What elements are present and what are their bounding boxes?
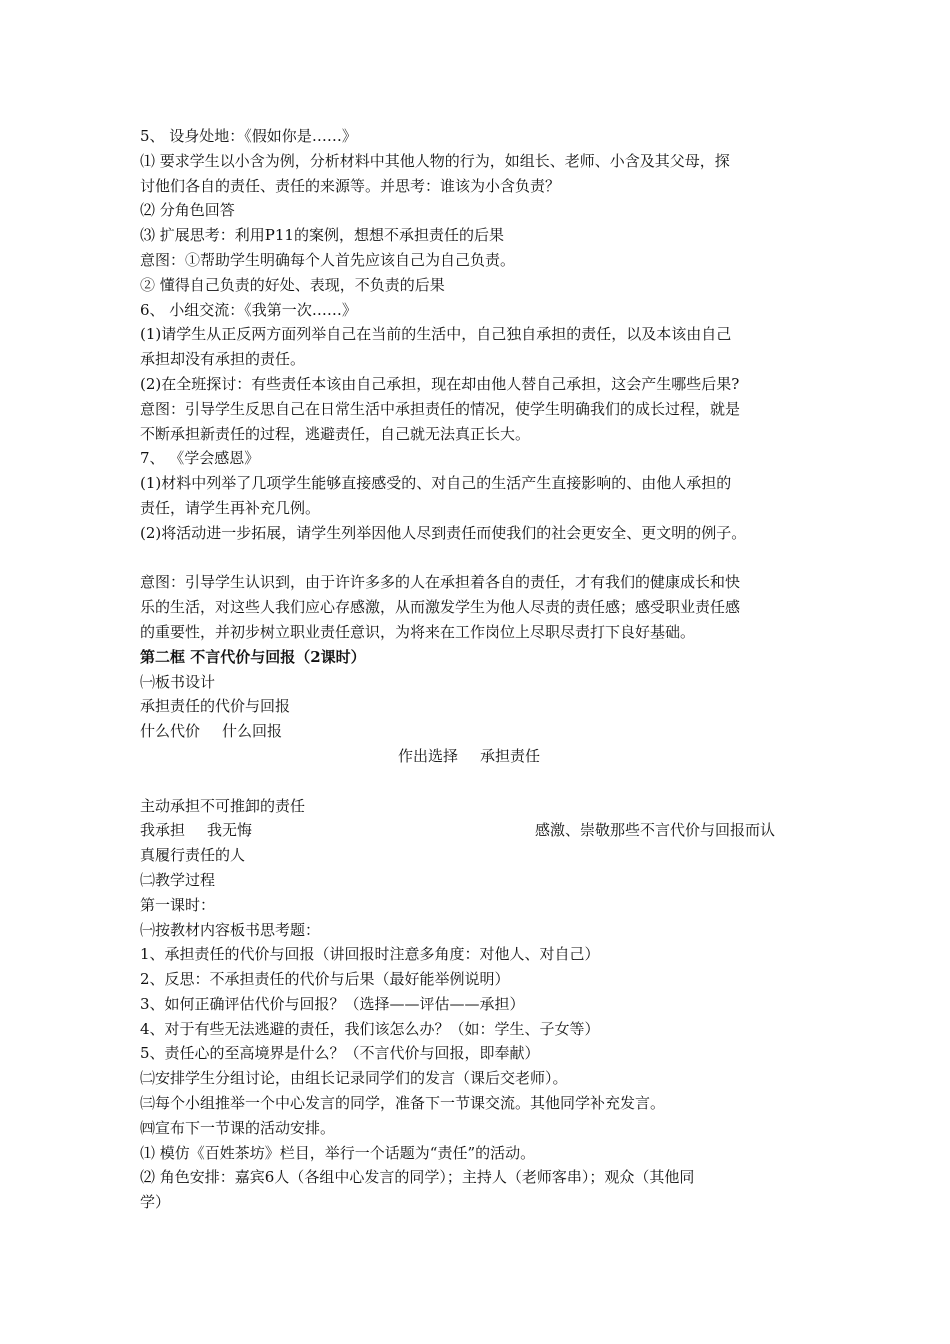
document-page bbox=[140, 124, 820, 1215]
paragraph-line: (2)将活动进一步拓展，请学生列举因他人尽到责任而使我们的社会更安全、更文明的例子。 bbox=[140, 523, 747, 542]
paragraph-line: 意图：引导学生认识到，由于许许多多的人在承担着各自的责任，才有我们的健康成长和快 bbox=[140, 573, 741, 592]
paragraph-line: 不断承担新责任的过程，逃避责任，自己就无法真正长大。 bbox=[140, 424, 531, 443]
section-heading-5: 5、 设身处地：《假如你是……》 bbox=[140, 127, 357, 145]
paragraph-line: ⑴ 模仿《百姓茶坊》栏目，举行一个话题为“责任”的活动。 bbox=[140, 1143, 536, 1162]
board-row: 主动承担不可推卸的责任 bbox=[140, 796, 306, 815]
board-item: 什么回报 bbox=[222, 722, 283, 741]
paragraph-line: (1)请学生从正反两方面列举自己在当前的生活中，自己独自承担的责任，以及本该由自己 bbox=[140, 325, 732, 344]
list-item: 2、反思：不承担责任的代价与后果（最好能举例说明） bbox=[140, 970, 510, 989]
paragraph-line: ② 懂得自己负责的好处、表现，不负责的后果 bbox=[140, 275, 445, 294]
paragraph-line: ㈠按教材内容板书思考题： bbox=[140, 920, 321, 939]
board-item: 作出选择 bbox=[398, 746, 459, 765]
subsection-title: 第二框 不言代价与回报（2课时） bbox=[140, 647, 366, 666]
paragraph-line: ⑵ 分角色回答 bbox=[140, 201, 235, 220]
board-row bbox=[140, 818, 820, 843]
paragraph-line: 意图：引导学生反思自己在日常生活中承担责任的情况，使学生明确我们的成长过程，就是 bbox=[140, 399, 741, 418]
paragraph-line: 乐的生活，对这些人我们应心存感激，从而激发学生为他人尽责的责任感；感受职业责任感 bbox=[140, 598, 741, 617]
section-heading-7: 7、 《学会感恩》 bbox=[140, 449, 260, 468]
paragraph-line: ㈣宣布下一节课的活动安排。 bbox=[140, 1118, 336, 1137]
paragraph-line: 意图：①帮助学生明确每个人首先应该自己为自己负责。 bbox=[140, 250, 516, 269]
paragraph-line: ⑴ 要求学生以小含为例，分析材料中其他人物的行为，如组长、老师、小含及其父母，探 bbox=[140, 151, 730, 170]
paragraph-line: ㈡安排学生分组讨论，由组长记录同学们的发言（课后交老师）。 bbox=[140, 1069, 568, 1088]
paragraph-line: (1)材料中列举了几项学生能够直接感受的、对自己的生活产生直接影响的、由他人承担的 bbox=[140, 474, 732, 493]
paragraph-line: 的重要性，并初步树立职业责任意识，为将来在工作岗位上尽职尽责打下良好基础。 bbox=[140, 622, 696, 641]
blank-line bbox=[140, 769, 820, 794]
blank-line bbox=[140, 546, 820, 571]
list-item: 1、承担责任的代价与回报（讲回报时注意多角度：对他人、对自己） bbox=[140, 945, 600, 964]
board-item: 什么代价 bbox=[140, 722, 201, 741]
paragraph-line: ㈢每个小组推举一个中心发言的同学，准备下一节课交流。其他同学补充发言。 bbox=[140, 1094, 666, 1113]
board-item: 我承担 bbox=[140, 821, 186, 840]
board-item: 承担责任 bbox=[480, 746, 541, 765]
board-center-group bbox=[398, 747, 540, 765]
paragraph-line: 承担却没有承担的责任。 bbox=[140, 350, 306, 369]
paragraph-line: ⑶ 扩展思考：利用P11的案例，想想不承担责任的后果 bbox=[140, 226, 504, 245]
board-item-right: 感激、崇敬那些不言代价与回报而认 bbox=[535, 821, 776, 840]
paragraph-line: ⑵ 角色安排：嘉宾6人（各组中心发言的同学）；主持人（老师客串）；观众（其他同 bbox=[140, 1168, 695, 1187]
board-item: 我无悔 bbox=[207, 821, 253, 840]
paragraph-line: (2)在全班探讨：有些责任本该由自己承担，现在却由他人替自己承担，这会产生哪些后果? bbox=[140, 374, 740, 393]
board-title: 承担责任的代价与回报 bbox=[140, 697, 291, 716]
paragraph-line: ㈠板书设计 bbox=[140, 672, 216, 691]
paragraph-line: 责任，请学生再补充几例。 bbox=[140, 498, 321, 517]
section-heading-6: 6、 小组交流：《我第一次……》 bbox=[140, 300, 357, 319]
board-row bbox=[140, 744, 820, 769]
paragraph-line: 第一课时： bbox=[140, 895, 216, 914]
board-row bbox=[140, 719, 820, 744]
list-item: 3、如何正确评估代价与回报？（选择——评估——承担） bbox=[140, 994, 525, 1013]
paragraph-line: 讨他们各自的责任、责任的来源等。并思考：谁该为小含负责？ bbox=[140, 176, 561, 195]
list-item: 5、责任心的至高境界是什么？（不言代价与回报，即奉献） bbox=[140, 1044, 540, 1063]
list-item: 4、对于有些无法逃避的责任，我们该怎么办？（如：学生、子女等） bbox=[140, 1019, 600, 1038]
paragraph-line: ㈡教学过程 bbox=[140, 870, 216, 889]
board-row: 真履行责任的人 bbox=[140, 846, 246, 865]
paragraph-line: 学） bbox=[140, 1193, 171, 1212]
